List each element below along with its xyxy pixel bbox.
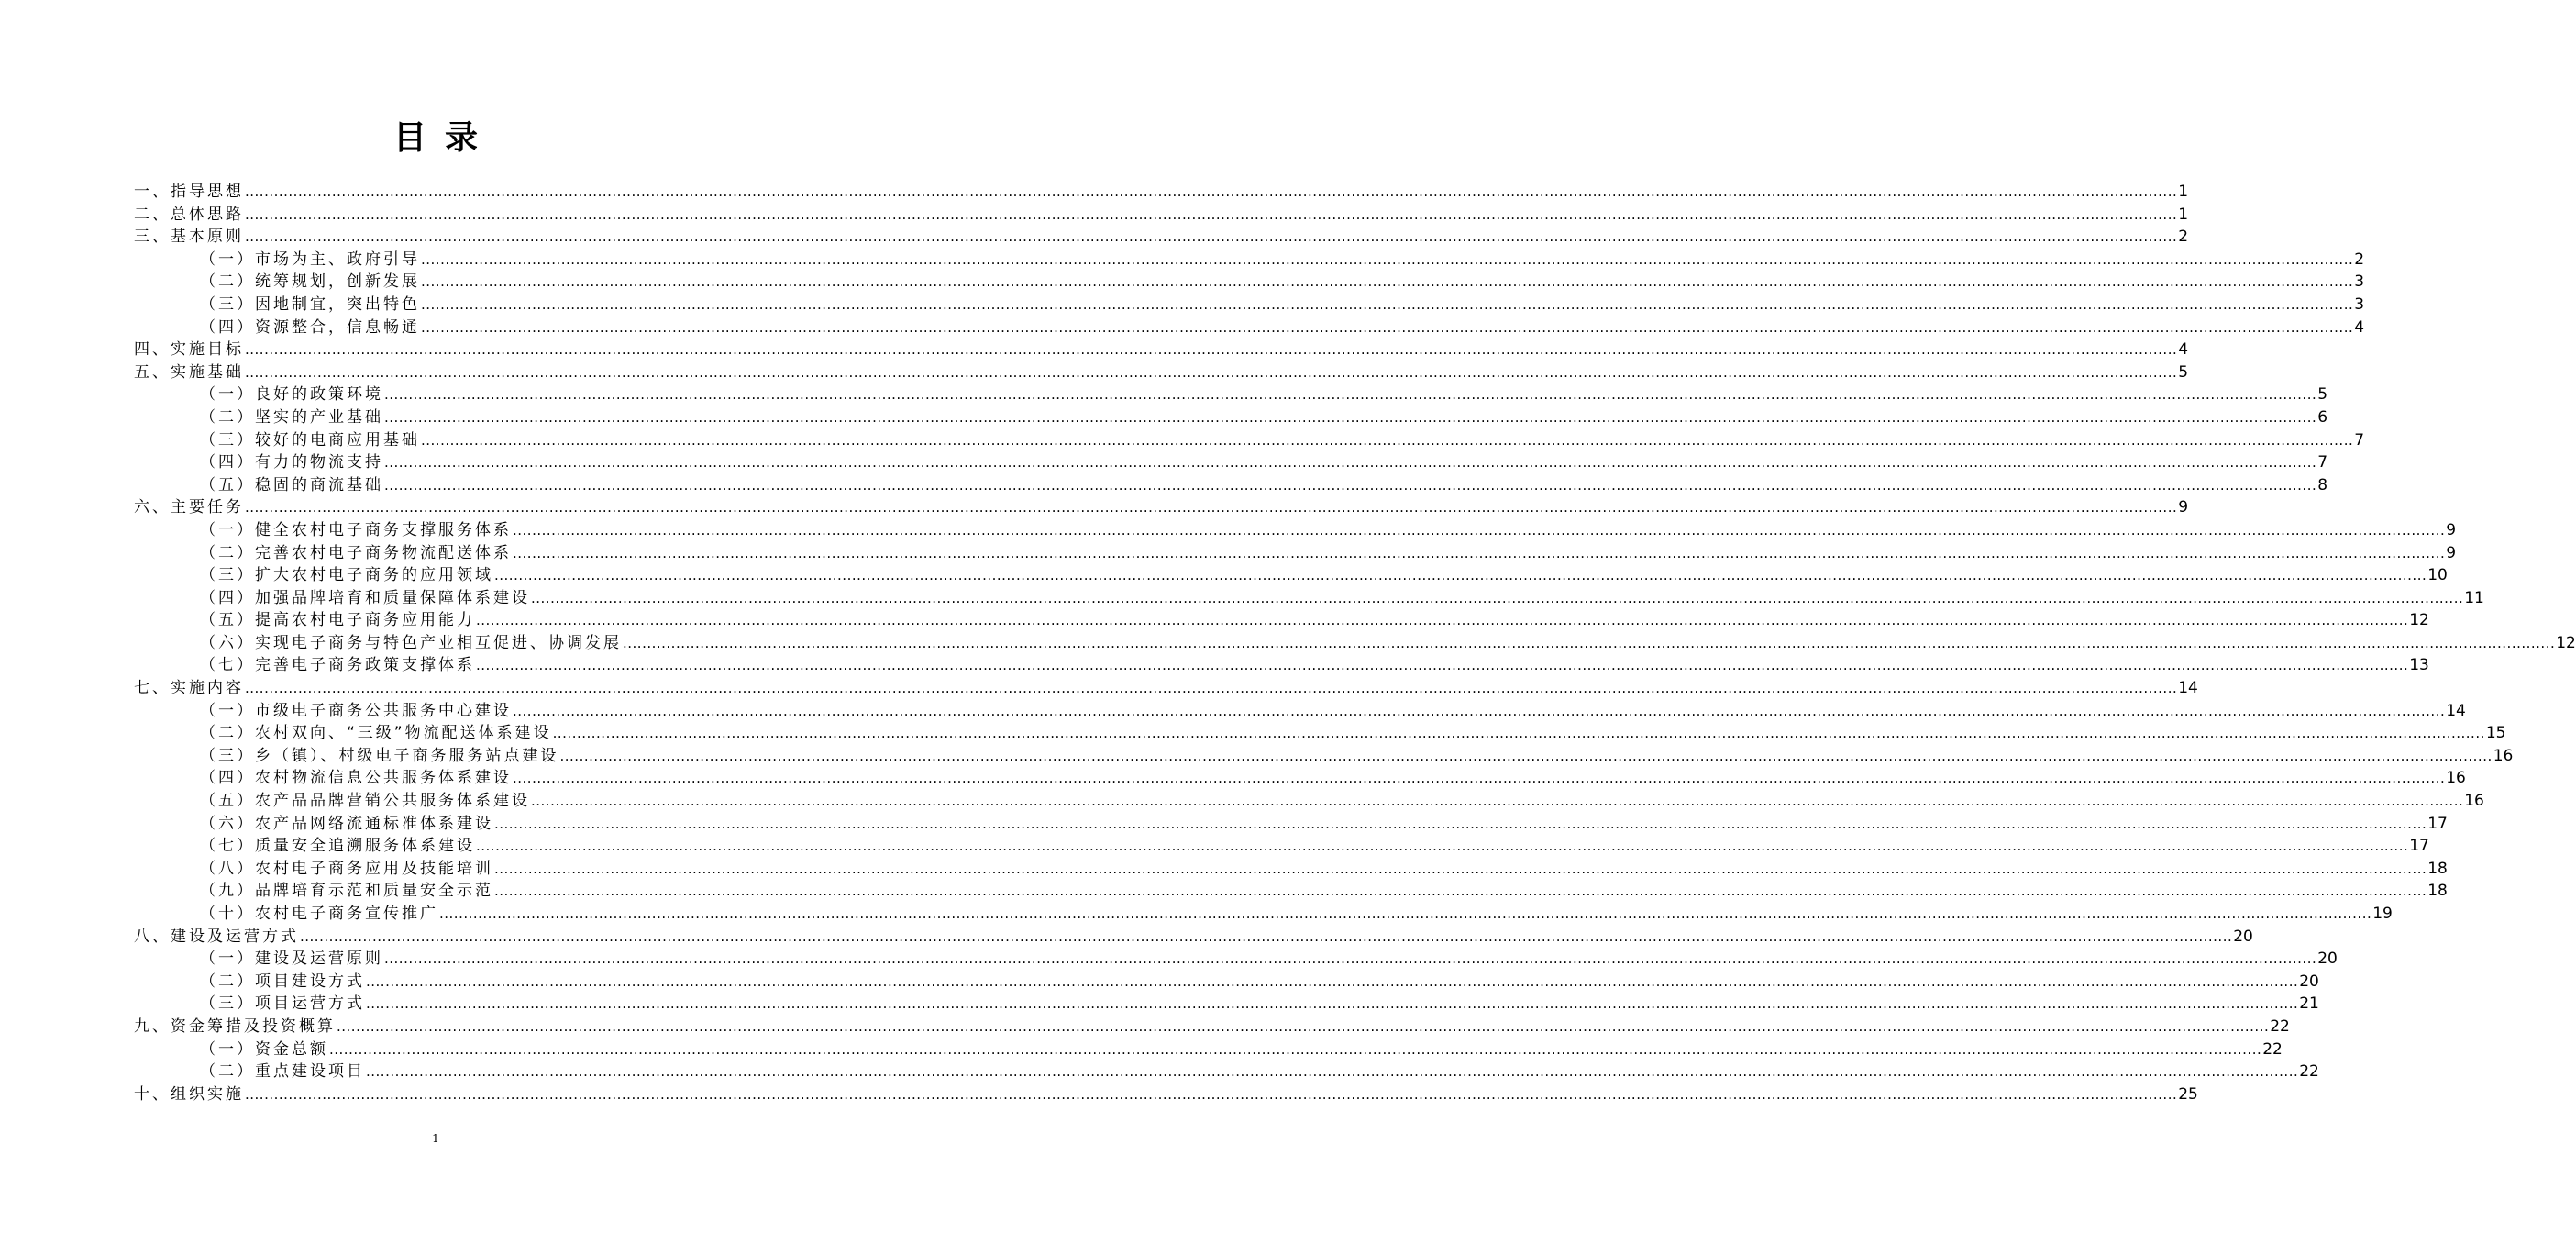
toc-page-number: 14 [2446, 701, 2466, 720]
toc-leader-dots: ................................................................................................................................................................................................................................................................................................................................................................................................................ [421, 318, 2354, 336]
page-footer-number: 1 [432, 1132, 439, 1145]
toc-entry-label: （八）农村电子商务应用及技能培训 [200, 859, 493, 878]
toc-page-number: 16 [2464, 792, 2484, 811]
toc-entry[interactable] [134, 1016, 2290, 1039]
toc-entry-label: （七）质量安全追溯服务体系建设 [200, 837, 475, 856]
toc-page-number: 11 [2464, 588, 2484, 607]
toc-leader-dots: ................................................................................................................................................................................................................................................................................................................................................................................................................ [245, 206, 2178, 223]
toc-leader-dots: ................................................................................................................................................................................................................................................................................................................................................................................................................ [531, 793, 2464, 810]
toc-subentry[interactable] [134, 317, 2365, 339]
table-of-contents [134, 181, 2576, 1105]
toc-entry-label: （六）农产品网络流通标准体系建设 [200, 814, 493, 833]
toc-leader-dots: ................................................................................................................................................................................................................................................................................................................................................................................................................ [421, 250, 2354, 268]
toc-subentry[interactable] [134, 654, 2429, 677]
toc-subentry[interactable] [134, 835, 2429, 858]
toc-subentry[interactable] [134, 813, 2448, 836]
toc-entry-label: （三）较好的电商应用基础 [200, 430, 420, 450]
toc-leader-dots: ................................................................................................................................................................................................................................................................................................................................................................................................................ [623, 634, 2556, 651]
toc-leader-dots: ................................................................................................................................................................................................................................................................................................................................................................................................................ [245, 228, 2178, 246]
toc-page-number: 2 [2354, 250, 2365, 269]
toc-leader-dots: ................................................................................................................................................................................................................................................................................................................................................................................................................ [384, 476, 2317, 494]
toc-leader-dots: ................................................................................................................................................................................................................................................................................................................................................................................................................ [300, 928, 2233, 945]
toc-entry-label: （四）加强品牌培育和质量保障体系建设 [200, 588, 530, 607]
toc-page-number: 20 [2299, 972, 2319, 991]
toc-page-number: 13 [2409, 656, 2429, 675]
toc-subentry[interactable] [134, 542, 2457, 565]
toc-page-number: 5 [2178, 362, 2189, 382]
toc-page-number: 2 [2178, 228, 2189, 247]
toc-page-number: 9 [2446, 520, 2457, 539]
toc-entry[interactable] [134, 181, 2189, 204]
toc-leader-dots: ................................................................................................................................................................................................................................................................................................................................................................................................................ [384, 950, 2317, 968]
toc-entry-label: （四）有力的物流支持 [200, 453, 383, 472]
toc-subentry[interactable] [134, 294, 2365, 317]
toc-leader-dots: ................................................................................................................................................................................................................................................................................................................................................................................................................ [421, 295, 2354, 313]
toc-subentry[interactable] [134, 406, 2328, 429]
toc-page-number: 12 [2556, 633, 2576, 652]
toc-entry-label: （四）资源整合，信息畅通 [200, 317, 420, 337]
toc-entry[interactable] [134, 496, 2189, 519]
toc-leader-dots: ................................................................................................................................................................................................................................................................................................................................................................................................................ [384, 408, 2317, 426]
toc-page-number: 14 [2178, 679, 2198, 698]
toc-leader-dots: ................................................................................................................................................................................................................................................................................................................................................................................................................ [494, 567, 2427, 584]
toc-entry-label: （五）农产品品牌营销公共服务体系建设 [200, 792, 530, 811]
toc-subentry[interactable] [134, 745, 2514, 768]
toc-entry-label: （六）实现电子商务与特色产业相互促进、协调发展 [200, 633, 622, 652]
toc-entry-label: （一）市级电子商务公共服务中心建设 [200, 701, 512, 720]
toc-page-number: 5 [2317, 385, 2328, 405]
toc-page-number: 4 [2354, 317, 2365, 337]
toc-page-number: 18 [2427, 882, 2448, 901]
toc-leader-dots: ................................................................................................................................................................................................................................................................................................................................................................................................................ [329, 1040, 2262, 1058]
toc-entry[interactable] [134, 1083, 2198, 1106]
toc-leader-dots: ................................................................................................................................................................................................................................................................................................................................................................................................................ [421, 273, 2354, 291]
toc-entry-label: （三）项目运营方式 [200, 994, 365, 1014]
toc-leader-dots: ................................................................................................................................................................................................................................................................................................................................................................................................................ [245, 680, 2178, 697]
toc-leader-dots: ................................................................................................................................................................................................................................................................................................................................................................................................................ [366, 972, 2299, 990]
toc-entry-label: （十）农村电子商务宣传推广 [200, 905, 438, 923]
toc-subentry[interactable] [134, 903, 2393, 926]
toc-leader-dots: ................................................................................................................................................................................................................................................................................................................................................................................................................ [384, 386, 2317, 404]
toc-subentry[interactable] [134, 429, 2365, 452]
toc-entry-label: （一）建设及运营原则 [200, 950, 383, 969]
toc-entry-label: （三）乡（镇）、村级电子商务服务站点建设 [200, 746, 559, 765]
toc-page-number: 4 [2178, 340, 2189, 360]
toc-subentry[interactable] [134, 722, 2506, 745]
toc-leader-dots: ................................................................................................................................................................................................................................................................................................................................................................................................................ [513, 544, 2446, 561]
toc-entry[interactable] [134, 226, 2189, 249]
toc-leader-dots: ................................................................................................................................................................................................................................................................................................................................................................................................................ [476, 612, 2409, 629]
toc-page-number: 15 [2485, 724, 2506, 743]
toc-entry-label: 二、总体思路 [134, 205, 244, 224]
toc-page-number: 20 [2317, 950, 2338, 969]
toc-subentry[interactable] [134, 1039, 2283, 1061]
toc-entry-label: （二）完善农村电子商务物流配送体系 [200, 543, 512, 562]
toc-subentry[interactable] [134, 249, 2365, 272]
toc-page-number: 3 [2354, 272, 2365, 292]
toc-page-number: 9 [2446, 543, 2457, 562]
toc-subentry[interactable] [134, 519, 2457, 542]
toc-page-number: 9 [2178, 498, 2189, 517]
toc-entry-label: （一）市场为主、政府引导 [200, 250, 420, 269]
toc-entry-label: （二）坚实的产业基础 [200, 407, 383, 427]
toc-entry-label: （五）稳固的商流基础 [200, 475, 383, 494]
toc-page-number: 8 [2317, 475, 2328, 494]
toc-leader-dots: ................................................................................................................................................................................................................................................................................................................................................................................................................ [513, 521, 2446, 539]
toc-entry-label: （三）因地制宜，突出特色 [200, 294, 420, 314]
toc-subentry[interactable] [134, 564, 2448, 587]
toc-leader-dots: ................................................................................................................................................................................................................................................................................................................................................................................................................ [245, 341, 2178, 359]
toc-page-number: 22 [2262, 1039, 2283, 1059]
toc-leader-dots: ................................................................................................................................................................................................................................................................................................................................................................................................................ [531, 589, 2464, 606]
toc-leader-dots: ................................................................................................................................................................................................................................................................................................................................................................................................................ [421, 431, 2354, 449]
toc-leader-dots: ................................................................................................................................................................................................................................................................................................................................................................................................................ [366, 995, 2299, 1013]
toc-page-number: 17 [2409, 837, 2429, 856]
toc-entry[interactable] [134, 926, 2253, 949]
toc-page-number: 19 [2372, 905, 2393, 923]
toc-entry-label: 五、实施基础 [134, 362, 244, 382]
toc-leader-dots: ................................................................................................................................................................................................................................................................................................................................................................................................................ [337, 1017, 2270, 1035]
toc-entry-label: 十、组织实施 [134, 1084, 244, 1104]
toc-subentry[interactable] [134, 790, 2484, 813]
toc-subentry[interactable] [134, 858, 2448, 881]
toc-entry-label: （二）农村双向、“三级”物流配送体系建设 [200, 724, 552, 743]
toc-page-number: 17 [2427, 814, 2448, 833]
toc-page-number: 1 [2178, 183, 2189, 201]
toc-page-number: 22 [2270, 1016, 2290, 1036]
toc-entry-label: 八、建设及运营方式 [134, 927, 299, 946]
toc-entry[interactable] [134, 339, 2189, 361]
toc-leader-dots: ................................................................................................................................................................................................................................................................................................................................................................................................................ [366, 1063, 2299, 1081]
toc-leader-dots: ................................................................................................................................................................................................................................................................................................................................................................................................................ [245, 1085, 2178, 1103]
toc-entry-label: （七）完善电子商务政策支撑体系 [200, 656, 475, 675]
page-title: 目录 [392, 119, 496, 157]
toc-leader-dots: ................................................................................................................................................................................................................................................................................................................................................................................................................ [476, 838, 2409, 855]
toc-subentry[interactable] [134, 474, 2328, 497]
toc-page-number: 1 [2178, 205, 2189, 224]
toc-leader-dots: ................................................................................................................................................................................................................................................................................................................................................................................................................ [552, 725, 2485, 742]
toc-page-number: 7 [2317, 453, 2328, 472]
toc-leader-dots: ................................................................................................................................................................................................................................................................................................................................................................................................................ [245, 363, 2178, 381]
toc-entry-label: （五）提高农村电子商务应用能力 [200, 611, 475, 630]
toc-page-number: 16 [2493, 746, 2514, 765]
toc-entry[interactable] [134, 204, 2189, 227]
toc-entry-label: 九、资金筹措及投资概算 [134, 1016, 336, 1036]
toc-entry-label: （二）项目建设方式 [200, 972, 365, 991]
toc-subentry[interactable] [134, 880, 2448, 903]
toc-subentry[interactable] [134, 767, 2466, 790]
toc-entry-label: （一）良好的政策环境 [200, 385, 383, 405]
toc-leader-dots: ................................................................................................................................................................................................................................................................................................................................................................................................................ [494, 860, 2427, 877]
toc-leader-dots: ................................................................................................................................................................................................................................................................................................................................................................................................................ [245, 499, 2178, 517]
toc-entry[interactable] [134, 677, 2198, 700]
toc-page-number: 25 [2178, 1084, 2198, 1104]
toc-leader-dots: ................................................................................................................................................................................................................................................................................................................................................................................................................ [559, 747, 2493, 764]
toc-leader-dots: ................................................................................................................................................................................................................................................................................................................................................................................................................ [494, 815, 2427, 832]
toc-entry-label: （二）重点建设项目 [200, 1062, 365, 1082]
toc-subentry[interactable] [134, 632, 2576, 655]
toc-page-number: 16 [2446, 769, 2466, 788]
toc-page-number: 20 [2233, 927, 2253, 946]
toc-subentry[interactable] [134, 609, 2429, 632]
toc-leader-dots: ................................................................................................................................................................................................................................................................................................................................................................................................................ [513, 770, 2446, 787]
toc-page-number: 3 [2354, 294, 2365, 314]
toc-subentry[interactable] [134, 271, 2365, 294]
toc-entry-label: （九）品牌培育示范和质量安全示范 [200, 882, 493, 901]
toc-subentry[interactable] [134, 700, 2466, 723]
toc-leader-dots: ................................................................................................................................................................................................................................................................................................................................................................................................................ [245, 183, 2178, 200]
toc-subentry[interactable] [134, 948, 2338, 971]
toc-entry[interactable] [134, 361, 2189, 384]
toc-page-number: 22 [2299, 1062, 2319, 1082]
toc-page-number: 18 [2427, 859, 2448, 878]
toc-leader-dots: ................................................................................................................................................................................................................................................................................................................................................................................................................ [513, 702, 2446, 719]
toc-subentry[interactable] [134, 383, 2328, 406]
toc-subentry[interactable] [134, 1061, 2319, 1083]
toc-page-number: 21 [2299, 994, 2319, 1014]
toc-entry-label: （一）健全农村电子商务支撑服务体系 [200, 520, 512, 539]
toc-entry-label: （二）统筹规划，创新发展 [200, 272, 420, 292]
toc-entry-label: 七、实施内容 [134, 679, 244, 698]
toc-leader-dots: ................................................................................................................................................................................................................................................................................................................................................................................................................ [476, 657, 2409, 674]
toc-entry-label: （三）扩大农村电子商务的应用领域 [200, 566, 493, 585]
toc-entry-label: （四）农村物流信息公共服务体系建设 [200, 769, 512, 788]
toc-subentry[interactable] [134, 993, 2319, 1016]
toc-leader-dots: ................................................................................................................................................................................................................................................................................................................................................................................................................ [439, 905, 2372, 922]
toc-entry-label: （一）资金总额 [200, 1039, 328, 1059]
toc-entry-label: 一、指导思想 [134, 183, 244, 201]
toc-leader-dots: ................................................................................................................................................................................................................................................................................................................................................................................................................ [384, 454, 2317, 472]
toc-page-number: 6 [2317, 407, 2328, 427]
toc-entry-label: 四、实施目标 [134, 340, 244, 360]
toc-page-number: 7 [2354, 430, 2365, 450]
toc-page-number: 12 [2409, 611, 2429, 630]
toc-entry-label: 三、基本原则 [134, 228, 244, 247]
toc-subentry[interactable] [134, 451, 2328, 474]
toc-leader-dots: ................................................................................................................................................................................................................................................................................................................................................................................................................ [494, 883, 2427, 900]
toc-page-number: 10 [2427, 566, 2448, 585]
toc-entry-label: 六、主要任务 [134, 498, 244, 517]
toc-subentry[interactable] [134, 587, 2484, 610]
toc-subentry[interactable] [134, 971, 2319, 994]
